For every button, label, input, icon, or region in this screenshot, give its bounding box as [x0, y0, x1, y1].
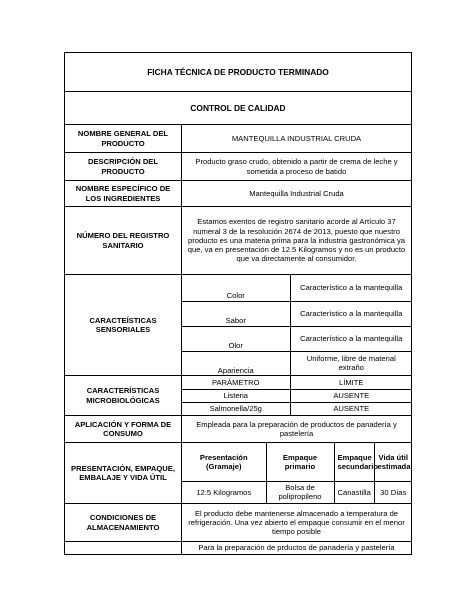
sheet-title: FICHA TÉCNICA DE PRODUCTO TERMINADO — [65, 53, 412, 92]
description-value: Producto graso crudo, obtenido a partir de crema de leche y sometida a proceso de batido — [182, 153, 412, 181]
section-title: CONTROL DE CALIDAD — [65, 92, 412, 125]
micro-limit: AUSENTE — [333, 404, 370, 414]
presentation-label: PRESENTACIÓN, EMPAQUE, EMBALAJE Y VIDA ÚTIL — [65, 443, 182, 504]
product-spec-sheet — [64, 52, 411, 555]
storage-label: CONDICIONES DE ALMACENAMIENTO — [65, 504, 182, 542]
micro-limit: AUSENTE — [290, 389, 412, 402]
presentation-table — [182, 443, 412, 503]
micro-header-param: PARÁMETRO — [182, 376, 290, 389]
ingredients-value: Mantequilla Industrial Cruda — [182, 181, 412, 207]
sensory-value: Uniforme, libre de material extraño — [306, 354, 396, 373]
micro-param: Salmonella/25g — [182, 402, 290, 415]
sensory-value: Característico a la mantequilla — [290, 326, 412, 351]
spec-table — [64, 52, 412, 555]
shelf-life-value: 30 Días — [380, 487, 407, 497]
sensory-table — [182, 275, 412, 375]
secondary-pack-value: Canastilla — [334, 481, 374, 503]
storage-value: El producto debe mantenerse almacenado a temperatura de refrigeración. Una vez abierto el empaque consumir en el menor tiempo posible — [182, 504, 412, 542]
sensory-attr: Olor — [182, 326, 290, 351]
presentation-cell — [182, 443, 412, 504]
shelf-life-header: Vida útil estimada — [374, 443, 412, 481]
primary-pack-header: Empaque primario — [266, 443, 334, 481]
application-label: APLICACIÓN Y FORMA DE CONSUMO — [65, 416, 182, 443]
presentation-header: Presentación (Gramaje) — [182, 443, 266, 481]
secondary-pack-header: Empaque secundario — [334, 443, 374, 481]
primary-pack-value: Bolsa de polipropileno — [266, 481, 334, 503]
sensory-label: CARACTEÍSTICAS SENSORIALES — [65, 275, 182, 376]
microbiological-table — [182, 376, 412, 415]
sensory-value: Característico a la mantequilla — [290, 301, 412, 326]
empty-label-cell — [65, 542, 182, 555]
sensory-attr: Apariencia — [182, 351, 290, 375]
sensory-attr: Sabor — [182, 301, 290, 326]
ingredients-label: NOMBRE ESPECÍFICO DE LOS INGREDIENTES — [65, 181, 182, 207]
microbiological-label: CARACTERÍSTICAS MICROBIOLÓGICAS — [65, 376, 182, 416]
sensory-value: Característico a la mantequilla — [290, 275, 412, 301]
general-name-value: MANTEQUILLA INDUSTRIAL CRUDA — [182, 125, 412, 153]
micro-header-limit: LÍMITE — [290, 376, 412, 389]
description-label: DESCRIPCIÓN DEL PRODUCTO — [65, 153, 182, 181]
sanitary-registry-value: Estamos exentos de registro sanitario acorde al Artículo 37 numeral 3 de la resolución 2674 de 2013, puesto que nuestro producto es una materia prima para la industria gastronómica ya que, va en presentación de 12.5 Kilogramos y no es un producto que va directamente al consumidor. — [182, 207, 412, 275]
presentation-value: 12.5 Kilogramos — [182, 481, 266, 503]
sanitary-registry-label: NÚMERO DEL REGISTRO SANITARIO — [65, 207, 182, 275]
sensory-attr: Color — [182, 275, 290, 301]
general-name-label: NOMBRE GENERAL DEL PRODUCTO — [65, 125, 182, 153]
micro-param: Listeria — [182, 389, 290, 402]
final-note: Para la preparación de prductos de panadería y pastelería — [182, 542, 412, 555]
application-value: Empleada para la preparación de productos de panadería y pastelería — [182, 416, 412, 443]
microbiological-cell — [182, 376, 412, 416]
sensory-cell — [182, 275, 412, 376]
